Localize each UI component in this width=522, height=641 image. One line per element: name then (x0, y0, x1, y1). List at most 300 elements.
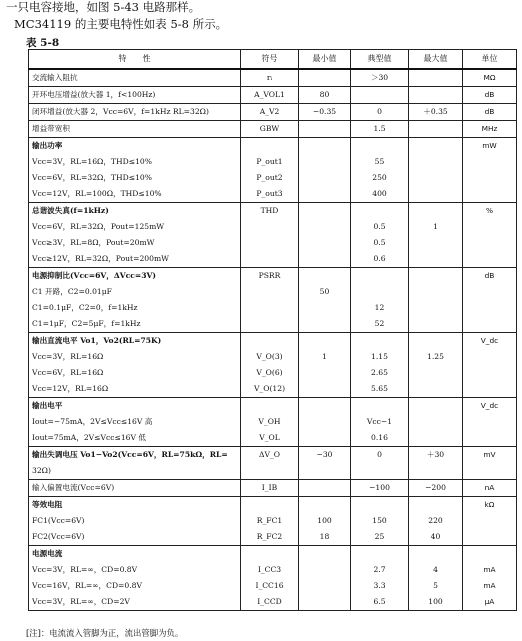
unit-cell-line: MΩ (483, 73, 496, 82)
min-value-cell-line: 18 (319, 532, 330, 541)
symbol-cell-line: R_FC1 (256, 516, 283, 525)
symbol-cell-line (244, 546, 295, 562)
max-value-cell-line: ＋30 (426, 450, 445, 459)
typ-value-cell-line: 5.65 (371, 384, 388, 393)
symbol-cell (241, 497, 299, 546)
unit-cell-line: mW (482, 141, 497, 150)
unit-cell-line (466, 414, 513, 430)
parameter-cell (29, 203, 241, 268)
symbol-cell-line (244, 333, 295, 349)
typ-value-cell-line: ＞30 (370, 73, 389, 82)
min-value-cell-line (302, 186, 347, 202)
max-value-cell (409, 497, 463, 546)
parameter-cell-line: 输出直流电平 Vo1，Vo2(RL=75K) (32, 336, 162, 345)
max-value-cell (409, 398, 463, 447)
parameter-cell-line: 交流输入阻抗 (32, 73, 78, 82)
symbol-cell-line (244, 251, 295, 267)
unit-cell-line: dB (484, 90, 495, 99)
typ-value-cell-line: 2.65 (371, 368, 388, 377)
max-value-cell (409, 546, 463, 611)
parameter-cell (29, 87, 241, 104)
max-value-cell (409, 447, 463, 480)
max-value-cell (409, 333, 463, 398)
symbol-cell (241, 398, 299, 447)
parameter-cell-line: Iout=75mA，2V≤Vcc≤16V 低 (32, 433, 147, 442)
parameter-cell-line: Vcc=3V，RL=∞，CD=0.8V (32, 565, 138, 574)
min-value-cell-line (302, 251, 347, 267)
min-value-cell (299, 398, 351, 447)
parameter-cell-line: 输出功率 (32, 141, 63, 150)
unit-cell-line (466, 349, 513, 365)
max-value-cell-line: 40 (430, 532, 441, 541)
typ-value-cell-line (354, 333, 405, 349)
min-value-cell-line (302, 480, 347, 496)
table-row (29, 104, 517, 121)
parameter-cell-line: Iout=−75mA，2V≤Vcc≤16V 高 (32, 417, 153, 426)
symbol-cell (241, 546, 299, 611)
min-value-cell-line (302, 414, 347, 430)
typ-value-cell-line: 150 (372, 516, 387, 525)
max-value-cell-line (412, 430, 459, 446)
unit-cell (463, 398, 517, 447)
header-row (29, 50, 517, 70)
typ-value-cell (351, 138, 409, 203)
min-value-cell-line (302, 562, 347, 578)
parameter-cell (29, 69, 241, 87)
parameter-cell (29, 398, 241, 447)
max-value-cell-line (412, 186, 459, 202)
typ-value-cell-line: 1.15 (371, 352, 388, 361)
max-value-cell-line (412, 70, 459, 86)
table-label: 表 5-8 (26, 37, 60, 49)
unit-cell (463, 87, 517, 104)
symbol-cell (241, 447, 299, 480)
symbol-cell (241, 268, 299, 333)
symbol-cell-line: V_OL (259, 433, 280, 442)
typ-value-cell (351, 69, 409, 87)
parameter-cell-line: Vcc=6V，RL=32Ω，THD≤10% (32, 173, 152, 182)
symbol-cell (241, 333, 299, 398)
min-value-cell-line (302, 381, 347, 397)
max-value-cell-line (412, 497, 459, 513)
min-value-cell-line (302, 316, 347, 332)
max-value-cell-line (412, 381, 459, 397)
typ-value-cell-line: Vcc−1 (366, 417, 393, 426)
parameter-cell-line: Vcc=3V，RL=∞，CD=2V (32, 597, 130, 606)
unit-cell-line (466, 529, 513, 545)
header-typ: 典型值 (351, 50, 409, 70)
max-value-cell-line: 4 (433, 565, 438, 574)
min-value-cell (299, 104, 351, 121)
symbol-cell-line: I_CC3 (257, 565, 282, 574)
min-value-cell-line: −30 (316, 450, 333, 459)
symbol-cell-line (244, 463, 295, 479)
typ-value-cell-line (354, 398, 405, 414)
min-value-cell-line (302, 203, 347, 219)
max-value-cell (409, 121, 463, 138)
min-value-cell (299, 480, 351, 497)
header-param: 特 性 (29, 50, 241, 70)
parameter-cell-line: Vcc=12V，RL=100Ω，THD≤10% (32, 189, 162, 198)
symbol-cell-line: I_IB (261, 483, 278, 492)
unit-cell (463, 497, 517, 546)
symbol-cell-line (244, 219, 295, 235)
typ-value-cell-line (354, 463, 405, 479)
max-value-cell-line: 1.25 (427, 352, 444, 361)
min-value-cell-line (302, 430, 347, 446)
typ-value-cell-line (354, 87, 405, 103)
max-value-cell-line (412, 138, 459, 154)
max-value-cell (409, 268, 463, 333)
max-value-cell-line (412, 316, 459, 332)
parameter-cell (29, 333, 241, 398)
table-row (29, 121, 517, 138)
table-row (29, 447, 517, 480)
parameter-cell-line: Vcc=3V，RL=16Ω，THD≤10% (32, 157, 152, 166)
max-value-cell-line (412, 414, 459, 430)
unit-cell-line: mA (483, 565, 496, 574)
min-value-cell-line: −0.35 (312, 107, 337, 116)
parameter-cell (29, 268, 241, 333)
max-value-cell (409, 69, 463, 87)
header-unit: 单位 (463, 50, 517, 70)
parameter-cell-line: 输入偏置电流(Vcc=6V) (32, 483, 115, 492)
min-value-cell (299, 546, 351, 611)
max-value-cell-line (412, 268, 459, 284)
unit-cell-line: mV (483, 450, 496, 459)
max-value-cell-line: 5 (433, 581, 438, 590)
typ-value-cell-line: 0.16 (371, 433, 388, 442)
unit-cell-line (466, 463, 513, 479)
min-value-cell-line (302, 578, 347, 594)
header-symbol: 符号 (241, 50, 299, 70)
intro-line-2: MC34119 的主要电特性如表 5-8 所示。 (14, 17, 228, 31)
max-value-cell-line (412, 333, 459, 349)
table-row (29, 497, 517, 546)
symbol-cell-line: P_out3 (256, 189, 283, 198)
table-row (29, 203, 517, 268)
max-value-cell-line (412, 463, 459, 479)
min-value-cell-line (302, 219, 347, 235)
parameter-cell-line: FC1(Vcc=6V) (32, 516, 85, 525)
symbol-cell-line: rᵢ (266, 73, 273, 82)
parameter-cell (29, 104, 241, 121)
symbol-cell-line (244, 497, 295, 513)
parameter-cell (29, 546, 241, 611)
unit-cell-line: V_dc (480, 336, 499, 345)
max-value-cell-line: 100 (428, 597, 443, 606)
min-value-cell-line (302, 121, 347, 137)
min-value-cell-line (302, 365, 347, 381)
parameter-cell-line: Vcc=16V，RL=∞，CD=0.8V (32, 581, 142, 590)
symbol-cell (241, 121, 299, 138)
typ-value-cell-line (354, 497, 405, 513)
symbol-cell-line: V_O(12) (253, 384, 286, 393)
min-value-cell-line: 1 (322, 352, 327, 361)
symbol-cell-line: ΔV_O (259, 450, 280, 459)
parameter-cell (29, 480, 241, 497)
typ-value-cell-line (354, 268, 405, 284)
table-row (29, 398, 517, 447)
min-value-cell (299, 268, 351, 333)
typ-value-cell-line: 3.3 (373, 581, 386, 590)
symbol-cell-line: A_VOL1 (254, 90, 285, 99)
min-value-cell-line (302, 546, 347, 562)
typ-value-cell (351, 87, 409, 104)
symbol-cell-line (244, 398, 295, 414)
unit-cell-line (466, 513, 513, 529)
parameter-cell-line: FC2(Vcc=6V) (32, 532, 85, 541)
symbol-cell (241, 203, 299, 268)
max-value-cell-line (412, 170, 459, 186)
unit-cell (463, 138, 517, 203)
typ-value-cell-line (354, 203, 405, 219)
min-value-cell-line (302, 70, 347, 86)
typ-value-cell-line (354, 284, 405, 300)
typ-value-cell-line: 0 (377, 107, 382, 116)
typ-value-cell-line: 0.6 (373, 254, 386, 263)
max-value-cell-line (412, 87, 459, 103)
symbol-cell-line: V_O(6) (256, 368, 283, 377)
min-value-cell (299, 447, 351, 480)
min-value-cell-line (302, 170, 347, 186)
typ-value-cell (351, 497, 409, 546)
min-value-cell-line: 100 (317, 516, 332, 525)
parameter-cell (29, 138, 241, 203)
parameter-cell-line: Vcc≥12V，RL=32Ω，Pout=200mW (32, 254, 169, 263)
unit-cell-line (466, 365, 513, 381)
unit-cell (463, 104, 517, 121)
min-value-cell-line (302, 594, 347, 610)
symbol-cell-line: I_CCD (257, 597, 282, 606)
symbol-cell-line: GBW (259, 124, 280, 133)
unit-cell (463, 480, 517, 497)
min-value-cell (299, 69, 351, 87)
typ-value-cell (351, 268, 409, 333)
unit-cell-line (466, 235, 513, 251)
min-value-cell-line: 50 (319, 287, 330, 296)
min-value-cell-line (302, 463, 347, 479)
min-value-cell-line (302, 235, 347, 251)
max-value-cell (409, 138, 463, 203)
unit-cell (463, 121, 517, 138)
typ-value-cell-line: 250 (372, 173, 387, 182)
min-value-cell-line (302, 268, 347, 284)
max-value-cell-line (412, 251, 459, 267)
min-value-cell-line (302, 398, 347, 414)
min-value-cell (299, 138, 351, 203)
parameter-cell-line: 输出电平 (32, 401, 63, 410)
typ-value-cell-line: 0.5 (373, 222, 386, 231)
parameter-cell-line: 32Ω) (32, 466, 51, 475)
min-value-cell (299, 497, 351, 546)
typ-value-cell-line: 55 (374, 157, 385, 166)
typ-value-cell-line: 12 (374, 303, 385, 312)
table-row (29, 87, 517, 104)
typ-value-cell-line: 25 (374, 532, 385, 541)
unit-cell-line (466, 219, 513, 235)
symbol-cell-line (244, 316, 295, 332)
unit-cell-line (466, 284, 513, 300)
symbol-cell-line: V_O(3) (256, 352, 283, 361)
symbol-cell-line (244, 300, 295, 316)
typ-value-cell-line: 2.7 (373, 565, 386, 574)
symbol-cell-line (244, 235, 295, 251)
min-value-cell-line (302, 300, 347, 316)
unit-cell-line: MHz (481, 124, 498, 133)
min-value-cell (299, 121, 351, 138)
unit-cell (463, 268, 517, 333)
parameter-cell-line: C1=0.1μF，C2=0，f=1kHz (32, 303, 138, 312)
symbol-cell-line: V_OH (258, 417, 281, 426)
parameter-cell (29, 447, 241, 480)
max-value-cell (409, 87, 463, 104)
unit-cell-line (466, 251, 513, 267)
max-value-cell-line: 220 (428, 516, 443, 525)
symbol-cell-line: P_out2 (256, 173, 283, 182)
unit-cell-line (466, 546, 513, 562)
symbol-cell-line: THD (260, 206, 279, 215)
typ-value-cell-line: 0 (377, 450, 382, 459)
header-min: 最小值 (299, 50, 351, 70)
unit-cell-line: nA (484, 483, 495, 492)
unit-cell-line (466, 316, 513, 332)
typ-value-cell (351, 104, 409, 121)
symbol-cell-line (244, 138, 295, 154)
symbol-cell (241, 104, 299, 121)
min-value-cell (299, 203, 351, 268)
symbol-cell-line: I_CC16 (255, 581, 284, 590)
intro-line-1: 一只电容接地，如图 5-43 电路那样。 (6, 0, 201, 14)
typ-value-cell-line: 6.5 (373, 597, 386, 606)
typ-value-cell-line (354, 546, 405, 562)
typ-value-cell (351, 480, 409, 497)
footnote: [注]：电流流入管脚为正，流出管脚为负。 (26, 628, 184, 638)
parameter-cell-line: Vcc=3V，RL=16Ω (32, 352, 104, 361)
max-value-cell-line (412, 365, 459, 381)
max-value-cell (409, 480, 463, 497)
unit-cell-line (466, 300, 513, 316)
typ-value-cell (351, 333, 409, 398)
parameter-cell-line: 电源电流 (32, 549, 63, 558)
parameter-cell-line: 开环电压增益(放大器 1，f<100Hz) (32, 90, 156, 99)
typ-value-cell-line: −100 (369, 483, 390, 492)
max-value-cell-line (412, 300, 459, 316)
min-value-cell-line (302, 138, 347, 154)
typ-value-cell-line: 400 (372, 189, 387, 198)
parameter-cell-line: C1 开路，C2=0.01μF (32, 287, 112, 296)
typ-value-cell (351, 203, 409, 268)
parameter-cell-line: C1=1μF，C2=5μF，f=1kHz (32, 319, 141, 328)
typ-value-cell (351, 546, 409, 611)
unit-cell (463, 203, 517, 268)
parameter-cell-line: Vcc=6V，RL=16Ω (32, 368, 104, 377)
max-value-cell (409, 203, 463, 268)
typ-value-cell-line: 0.5 (373, 238, 386, 247)
parameter-cell-line: 总谐波失真(f=1kHz) (32, 206, 109, 215)
header-max: 最大值 (409, 50, 463, 70)
typ-value-cell (351, 447, 409, 480)
table-row (29, 268, 517, 333)
max-value-cell-line (412, 154, 459, 170)
max-value-cell-line: −200 (425, 483, 446, 492)
symbol-cell-line: P_out1 (256, 157, 283, 166)
table-row (29, 480, 517, 497)
symbol-cell (241, 69, 299, 87)
symbol-cell (241, 138, 299, 203)
max-value-cell-line (412, 398, 459, 414)
unit-cell (463, 69, 517, 87)
unit-cell-line: % (485, 206, 494, 215)
symbol-cell-line: R_FC2 (256, 532, 283, 541)
spec-table (28, 49, 517, 611)
parameter-cell (29, 497, 241, 546)
max-value-cell-line (412, 546, 459, 562)
parameter-cell-line: 输出失调电压 Vo1−Vo2(Vcc=6V，RL=75kΩ，RL= (32, 450, 228, 459)
unit-cell-line (466, 430, 513, 446)
unit-cell-line (466, 381, 513, 397)
parameter-cell-line: 等效电阻 (32, 500, 63, 509)
typ-value-cell (351, 121, 409, 138)
min-value-cell-line: 80 (319, 90, 330, 99)
parameter-cell-line: Vcc≥3V，RL=8Ω，Pout=20mW (32, 238, 155, 247)
unit-cell (463, 447, 517, 480)
symbol-cell-line (244, 284, 295, 300)
table-row (29, 546, 517, 611)
max-value-cell-line: 1 (433, 222, 438, 231)
parameter-cell-line: 增益带宽积 (32, 124, 70, 133)
unit-cell-line: dB (484, 107, 495, 116)
unit-cell-line (466, 186, 513, 202)
unit-cell (463, 333, 517, 398)
max-value-cell-line (412, 284, 459, 300)
unit-cell-line: V_dc (480, 401, 499, 410)
min-value-cell (299, 333, 351, 398)
parameter-cell-line: 闭环增益(放大器 2，Vcc=6V，f=1kHz RL=32Ω) (32, 107, 209, 116)
min-value-cell (299, 87, 351, 104)
parameter-cell-line: Vcc=12V，RL=16Ω (32, 384, 109, 393)
symbol-cell-line: A_V2 (259, 107, 280, 116)
symbol-cell (241, 480, 299, 497)
unit-cell-line: μA (484, 597, 495, 606)
max-value-cell-line (412, 235, 459, 251)
table-body (29, 69, 517, 611)
max-value-cell-line (412, 121, 459, 137)
typ-value-cell-line: 1.5 (373, 124, 386, 133)
typ-value-cell (351, 398, 409, 447)
min-value-cell-line (302, 154, 347, 170)
unit-cell-line: kΩ (484, 500, 495, 509)
max-value-cell-line (412, 203, 459, 219)
max-value-cell (409, 104, 463, 121)
max-value-cell-line: ＋0.35 (423, 107, 448, 116)
symbol-cell-line: PSRR (258, 271, 281, 280)
unit-cell-line (466, 170, 513, 186)
parameter-cell-line: 电源抑制比(Vcc=6V，ΔVcc=3V) (32, 271, 156, 280)
parameter-cell (29, 121, 241, 138)
min-value-cell-line (302, 333, 347, 349)
typ-value-cell-line (354, 138, 405, 154)
unit-cell (463, 546, 517, 611)
table-row (29, 333, 517, 398)
unit-cell-line: mA (483, 581, 496, 590)
unit-cell-line (466, 154, 513, 170)
symbol-cell (241, 87, 299, 104)
unit-cell-line: dB (484, 271, 495, 280)
table-row (29, 138, 517, 203)
table-row (29, 69, 517, 87)
min-value-cell-line (302, 497, 347, 513)
